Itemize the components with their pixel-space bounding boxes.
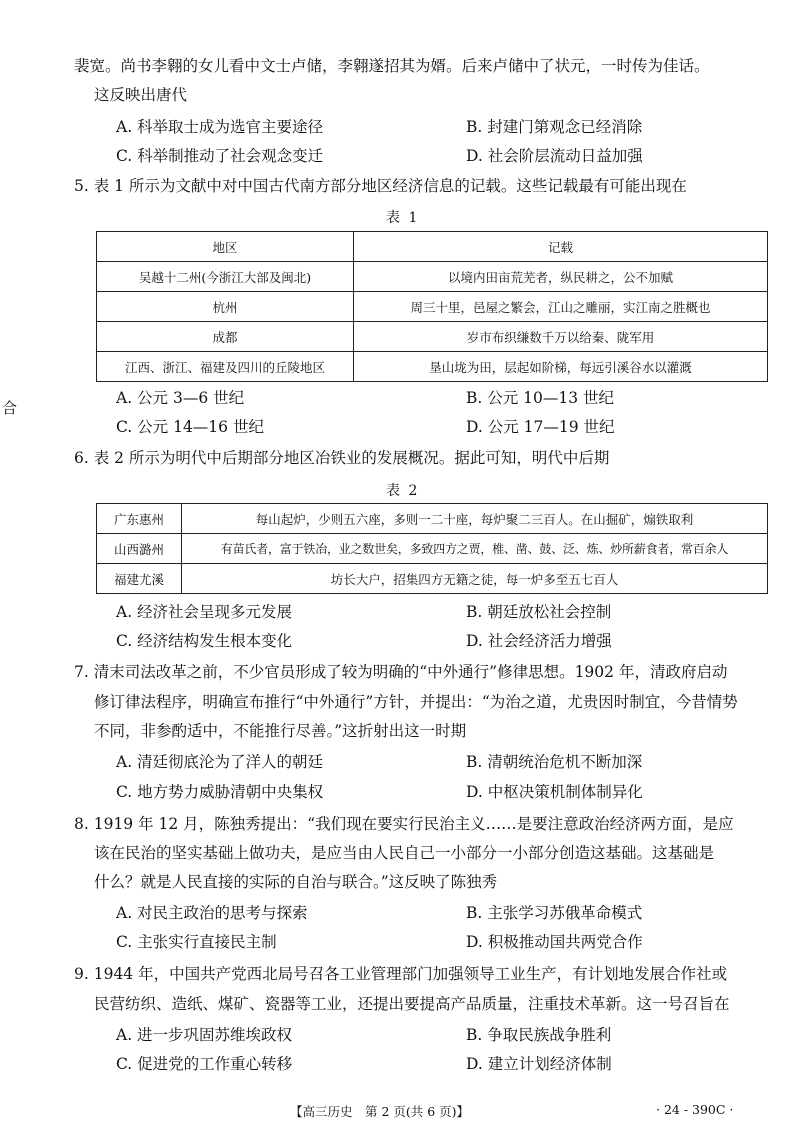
table-cell: 垦山垅为田，层起如阶梯，每远引溪谷水以灌溉: [354, 352, 768, 382]
intro-line-1: 裴宽。尚书李翱的女儿看中文士卢储，李翱遂招其为婿。后来卢储中了状元，一时传为佳话。: [74, 57, 710, 75]
q9-option-b: B. 争取民族战争胜利: [466, 1026, 612, 1044]
table-row: [97, 322, 768, 352]
q9-line-1: 9. 1944 年，中国共产党西北局号召各工业管理部门加强领导工业生产，有计划地发展合作社或: [74, 965, 728, 983]
q7-option-c: C. 地方势力威胁清朝中央集权: [116, 783, 324, 801]
q9-option-a: A. 进一步巩固苏维埃政权: [116, 1026, 293, 1044]
table-header-region: 地区: [97, 232, 354, 262]
q4-option-b: B. 封建门第观念已经消除: [466, 118, 643, 136]
table-2: [96, 503, 768, 594]
q9-line-2: 民营纺织、造纸、煤矿、瓷器等工业，还提出要提高产品质量，注重技术革新。这一号召旨在: [94, 995, 730, 1013]
page-footer: 【高三历史 第 2 页(共 6 页)】: [290, 1104, 470, 1119]
q5-option-b: B. 公元 10—13 世纪: [466, 389, 615, 407]
table-row: [97, 534, 768, 564]
q4-option-d: D. 社会阶层流动日益加强: [466, 147, 643, 165]
table2-caption: 表 2: [386, 483, 420, 499]
table-cell: 每山起炉，少则五六座，多则一二十座，每炉聚二三百人。在山掘矿，煽铁取利: [182, 504, 768, 534]
exam-code: · 24 - 390C ·: [656, 1102, 734, 1117]
q4-option-a: A. 科举取士成为选官主要途径: [116, 118, 324, 136]
q6-stem: 6. 表 2 所示为明代中后期部分地区冶铁业的发展概况。据此可知，明代中后期: [74, 449, 610, 467]
q8-option-c: C. 主张实行直接民主制: [116, 933, 277, 951]
table-1: [96, 231, 768, 382]
q5-option-c: C. 公元 14—16 世纪: [116, 418, 264, 436]
q5-option-a: A. 公元 3—6 世纪: [116, 389, 245, 407]
margin-mark: 合: [2, 399, 18, 417]
q6-option-d: D. 社会经济活力增强: [466, 632, 612, 650]
q7-option-b: B. 清朝统治危机不断加深: [466, 753, 643, 771]
table-header-record: 记载: [354, 232, 768, 262]
q4-option-c: C. 科举制推动了社会观念变迁: [116, 147, 324, 165]
q7-line-3: 不同，非参酌适中，不能推行尽善。”这折射出这一时期: [94, 722, 467, 740]
table-cell: 坊长大户，招集四方无籍之徒，每一炉多至五七百人: [182, 564, 768, 594]
table-cell: 山西潞州: [97, 534, 182, 564]
q6-option-a: A. 经济社会呈现多元发展: [116, 603, 293, 621]
table-cell: 以境内田亩荒芜者，纵民耕之，公不加赋: [354, 262, 768, 292]
q6-option-b: B. 朝廷放松社会控制: [466, 603, 612, 621]
q9-option-d: D. 建立计划经济体制: [466, 1055, 612, 1073]
table-row: [97, 292, 768, 322]
q7-line-2: 修订律法程序，明确宣布推行“中外通行”方针，并提出：“为治之道，尤贵因时制宜，今昔情势: [94, 693, 738, 711]
table-cell: 杭州: [97, 292, 354, 322]
q5-stem: 5. 表 1 所示为文献中对中国古代南方部分地区经济信息的记载。这些记载最有可能出现在: [74, 177, 687, 195]
q8-option-d: D. 积极推动国共两党合作: [466, 933, 643, 951]
q7-option-d: D. 中枢决策机制体制异化: [466, 783, 643, 801]
table-row: [97, 232, 768, 262]
table-cell: 广东惠州: [97, 504, 182, 534]
table-cell: 吴越十二州(今浙江大部及闽北): [97, 262, 354, 292]
table-cell: 江西、浙江、福建及四川的丘陵地区: [97, 352, 354, 382]
table-row: [97, 262, 768, 292]
q6-option-c: C. 经济结构发生根本变化: [116, 632, 293, 650]
q8-option-a: A. 对民主政治的思考与探索: [116, 904, 308, 922]
table-cell: 周三十里，邑屋之繁会，江山之雕丽，实江南之胜概也: [354, 292, 768, 322]
table-cell: 成都: [97, 322, 354, 352]
table-row: [97, 504, 768, 534]
q8-line-1: 8. 1919 年 12 月，陈独秀提出：“我们现在要实行民治主义……是要注意政治经济两方面，是应: [74, 815, 734, 833]
table-cell: 有苗氏者，富于铁冶，业之数世矣，多致四方之贾，椎、凿、鼓、泛、炼、炒所薪食者，常百余人: [182, 534, 768, 564]
q7-option-a: A. 清廷彻底沦为了洋人的朝廷: [116, 753, 324, 771]
q7-line-1: 7. 清末司法改革之前，不少官员形成了较为明确的“中外通行”修律思想。1902 年，清政府启动: [74, 663, 728, 681]
q5-option-d: D. 公元 17—19 世纪: [466, 418, 615, 436]
table-cell: 岁市布织缣数千万以给秦、陇军用: [354, 322, 768, 352]
table1-caption: 表 1: [386, 210, 420, 226]
q8-line-2: 该在民治的坚实基础上做功夫，是应当由人民自己一小部分一小部分创造这基础。这基础是: [94, 844, 715, 862]
table-row: [97, 352, 768, 382]
intro-line-2: 这反映出唐代: [94, 86, 188, 104]
table-cell: 福建尤溪: [97, 564, 182, 594]
q8-option-b: B. 主张学习苏俄革命模式: [466, 904, 643, 922]
q9-option-c: C. 促进党的工作重心转移: [116, 1055, 293, 1073]
table-row: [97, 564, 768, 594]
q8-line-3: 什么？就是人民直接的实际的自治与联合。”这反映了陈独秀: [94, 873, 498, 891]
